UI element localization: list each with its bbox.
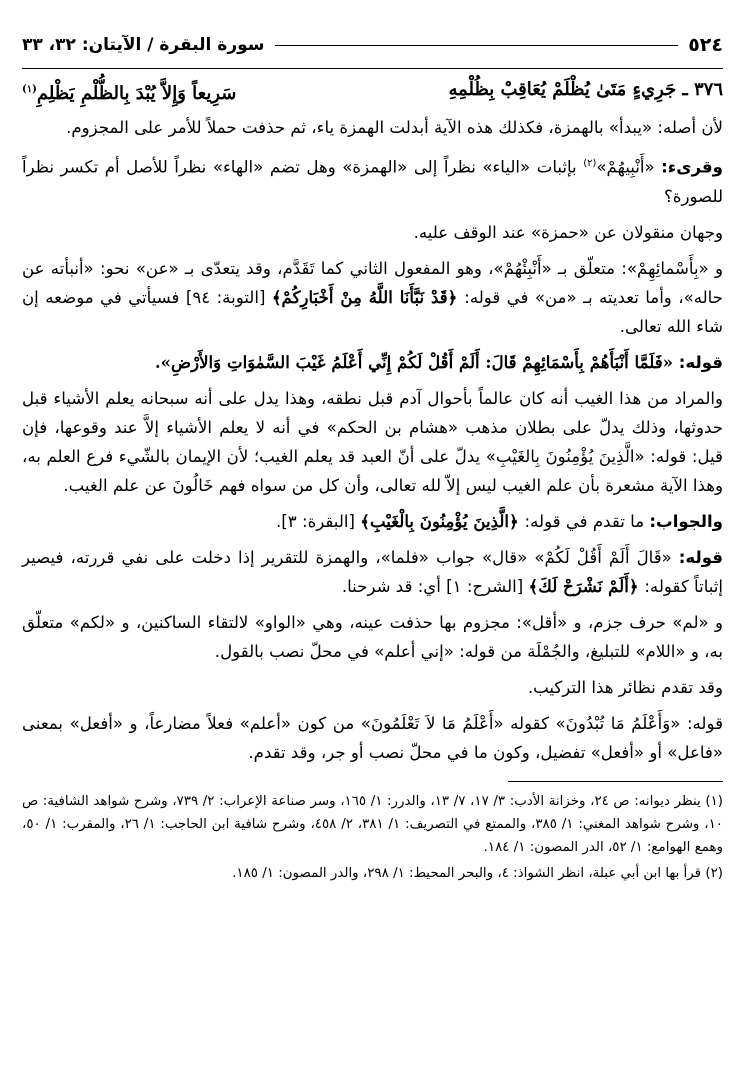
verse-first-hemistich [448,75,723,109]
paragraph-10: وقد تقدم نظائر هذا التركيب. [527,677,723,697]
paragraph-8-b: [الشرح: ١] أي: قد شرحنا. [341,576,529,596]
verse-second-hemistich [22,75,236,109]
quran-quote: ﴿الَّذِينَ يُؤْمِنُونَ بِالْغَيْبِ﴾ [360,510,525,531]
paragraph-8 [22,543,723,601]
poetry-verse [22,75,723,109]
lead-word: قوله: [678,547,723,567]
hemistich-2: سَرِيعاً وَإِلاَّ يُبْدَ بِالظُّلْمِ يَظْلِمِ [36,83,237,104]
paragraph-4-a: و «بِأَسْمائِهِمْ»: متعلّق بـ «أَنْبِئْهُمْ»، وهو المفعول الثاني كما تَقَدَّم، وقد يتعدّى بـ «عن» نحو: «أنبأته عن حاله»، وأما تعديته بـ «من» في قوله: [22,258,723,307]
paragraph-4 [22,254,723,341]
header-rule [275,45,679,46]
quran-quote: «فَلَمَّا أَنْبَأَهُمْ بِأَسْمَائِهِمْ قَالَ: أَلَمْ أَقُلْ لَكُمْ إِنِّي أَعْلَمُ غَيْبَ السَّمٰوَاتِ وَالأَرْضِ». [154,351,679,372]
verse-number: ٣٧٦ ـ [682,79,723,100]
footnote-ref-1: (١) [22,84,37,95]
lead-word: وقرىء: [661,157,723,177]
paragraph-1: لأن أصله: «يبدأ» بالهمزة، فكذلك هذه الآية أبدلت الهمزة ياء، ثم حذفت حملاً للأمر على المجزوم. [66,118,723,137]
paragraph-3: وجهان منقولان عن «حمزة» عند الوقف عليه. [413,222,723,242]
quran-quote: ﴿قَدْ نَبَّأَنَا اللَّهُ مِنْ أَخْبَارِكُمْ﴾ [271,286,465,307]
paragraph-2 [22,149,723,211]
hemistich-1: جَرِيءٍ مَتَىٰ يُظْلَمْ يُعَاقِبْ بِظُلْمِهِ [448,79,677,100]
footnote-2: (٢) قرأ بها ابن أبي عبلة، انظر الشواذ: ٤، والبحر المحيط: ١/ ٢٩٨، والدر المصون: ١/ ١٨٥. [232,865,723,881]
main-text [22,75,723,767]
running-header [22,28,723,62]
quoted-word: «أَنْبِيهُمْ» [596,157,662,177]
page-number: ٥٢٤ [688,34,723,56]
footnote-divider [508,781,723,782]
surah-info: سورة البقرة / الآيتان: ٣٢، ٣٣ [22,35,265,55]
paragraph-7-a: ما تقدم في قوله: [524,511,650,531]
lead-word: والجواب: [649,511,723,531]
header-divider [22,68,723,69]
footnote-1: (١) ينظر ديوانه: ص ٢٤، وخزانة الأدب: ٣/ ١٧، ٧/ ١٣، والدرر: ١/ ١٦٥، وسر صناعة الإعراب: ٢/ ٧٣٩، وشرح شواهد الشافية: ص ١٠، وشرح شواهد المغني: ١/ ٣٨٥، والممتع في التصريف: ١/ ٣٨١، ٢/ ٤٥٨، وشرح شافية ابن الحاجب: ١/ ٢٦، والمقرب: ١/ ٥٠، وهمع الهوامع: ١/ ٥٢، الدر المصون: ١/ ١٨٤. [22,793,723,855]
paragraph-6: والمراد من هذا الغيب أنه كان عالماً بأحوال آدم قبل نطقه، وهذا يدل على أنه سبحانه يعلم الأشياء قبل حدوثها، وذلك يدلّ على بطلان مذهب «هشام بن الحكم» في أنه لا يعلم الأشياء إلاَّ عند وقوعها، فإن قيل: قوله: «الَّذِينَ يُؤْمِنُونَ بِالغَيْبِ» يدلّ على أنّ العبد قد يعلم الغيب؛ لأن الإيمان بالشّيء فرع العلم به، وهذا الآية مشعرة بأن علم الغيب ليس إلاّ لله تعالى، وأن كل من سواه فهم خَالُونَ عن علم الغيب. [22,388,723,495]
lead-word: قوله: [678,352,723,372]
paragraph-4-b: [التوبة: ٩٤] فسيأتي في موضعه إن شاء الله تعالى. [22,287,723,336]
paragraph-7 [22,507,723,536]
paragraph-9: و «لم» حرف جزم، و «أقل»: مجزوم بها حذفت عينه، وهي «الواو» لالتقاء الساكنين، و «لكم» متعلّق به، و «اللام» للتبليغ، والجُمْلَة من قوله: «إني أعلم» في محلّ نصب بالقول. [22,612,723,661]
paragraph-7-b: [البقرة: ٣]. [276,511,361,531]
footnotes [22,790,723,885]
quran-quote: ﴿أَلَمْ نَشْرَحْ لَكَ﴾ [528,575,645,596]
paragraph-11: قوله: «وَأَعْلَمُ مَا تُبْدُونَ» كقوله «أَعْلَمُ مَا لاَ تَعْلَمُونَ» من كون «أعلم» فعلاً مضارعاً، و «أفعل» بمعنى «فاعل» أو «أفعل» تفضيل، وكون ما في محلّ نصب أو جر، وقد تقدم. [22,713,723,762]
footnote-ref-2: (٢) [583,158,597,169]
paragraph-2-rest: بإثبات «الياء» نظراً إلى «الهمزة» وهل تضم «الهاء» نظراً للأصل أم تكسر نظراً للصورة؟ [22,157,723,206]
paragraph-8-a: «قَالَ أَلَمْ أَقُلْ لَكُمْ» «قال» جواب «فلما»، والهمزة للتقرير إذا دخلت على نفي قررته، فيصير إثباتاً كقوله: [22,547,723,596]
paragraph-5 [22,348,723,377]
